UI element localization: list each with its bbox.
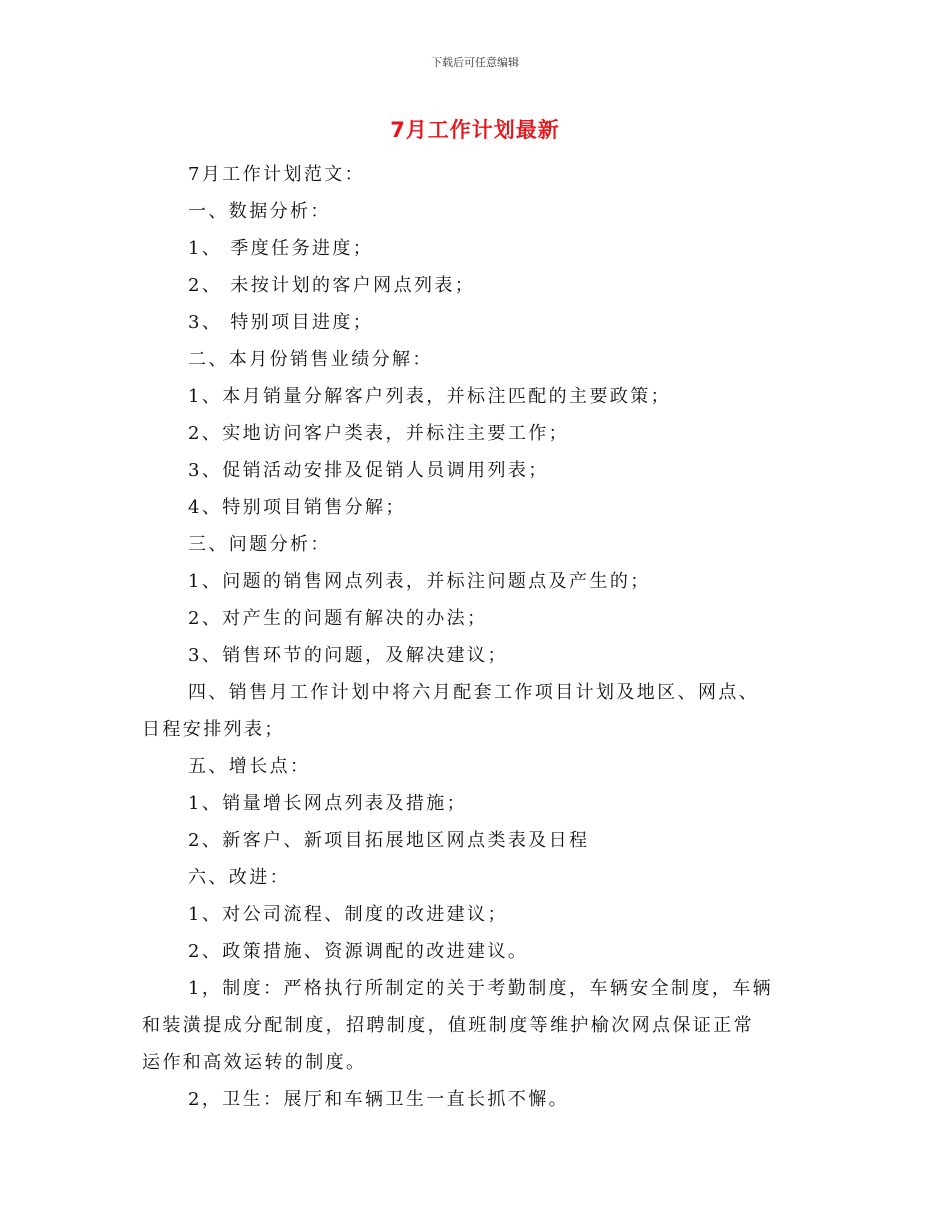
section-heading: 六、改进：: [188, 867, 290, 888]
list-item: 3、销售环节的问题，及解决建议；: [188, 645, 508, 666]
list-item: 1、对公司流程、制度的改进建议；: [188, 904, 508, 925]
list-item: 1、销量增长网点列表及措施；: [188, 793, 468, 814]
header-note: 下载后可任意编辑: [431, 56, 519, 69]
paragraph-line: 1，制度：严格执行所制定的关于考勤制度，车辆安全制度，车辆: [188, 978, 774, 999]
list-item: 3、促销活动安排及促销人员调用列表；: [188, 460, 549, 481]
paragraph-continuation: 运作和高效运转的制度。: [142, 1052, 367, 1073]
list-item: 2、新客户、新项目拓展地区网点类表及日程: [188, 830, 590, 851]
section-heading: 三、问题分析：: [188, 534, 331, 555]
list-item: 1、本月销量分解客户列表，并标注匹配的主要政策；: [188, 386, 672, 407]
section-heading: 一、数据分析：: [188, 201, 331, 222]
section-heading: 四、销售月工作计划中将六月配套工作项目计划及地区、网点、: [188, 682, 760, 703]
list-item: 2、 未按计划的客户网点列表；: [188, 275, 476, 296]
section-heading: 五、增长点：: [188, 756, 311, 777]
paragraph-continuation: 日程安排列表；: [142, 719, 285, 740]
document-title: 7月工作计划最新: [390, 118, 560, 142]
paragraph-line: 7月工作计划范文：: [188, 164, 366, 185]
list-item: 1、 季度任务进度；: [188, 238, 374, 259]
paragraph-line: 2，卫生：展厅和车辆卫生一直长抓不懈。: [188, 1089, 570, 1110]
list-item: 2、实地访问客户类表，并标注主要工作；: [188, 423, 570, 444]
section-heading: 二、本月份销售业绩分解：: [188, 349, 433, 370]
list-item: 2、政策措施、资源调配的改进建议。: [188, 941, 529, 962]
document-body: [142, 156, 808, 1118]
list-item: 3、 特别项目进度；: [188, 312, 374, 333]
list-item: 1、问题的销售网点列表，并标注问题点及产生的；: [188, 571, 651, 592]
list-item: 2、对产生的问题有解决的办法；: [188, 608, 488, 629]
list-item: 4、特别项目销售分解；: [188, 497, 406, 518]
paragraph-continuation: 和装潢提成分配制度，招聘制度，值班制度等维护榆次网点保证正常: [142, 1015, 754, 1036]
